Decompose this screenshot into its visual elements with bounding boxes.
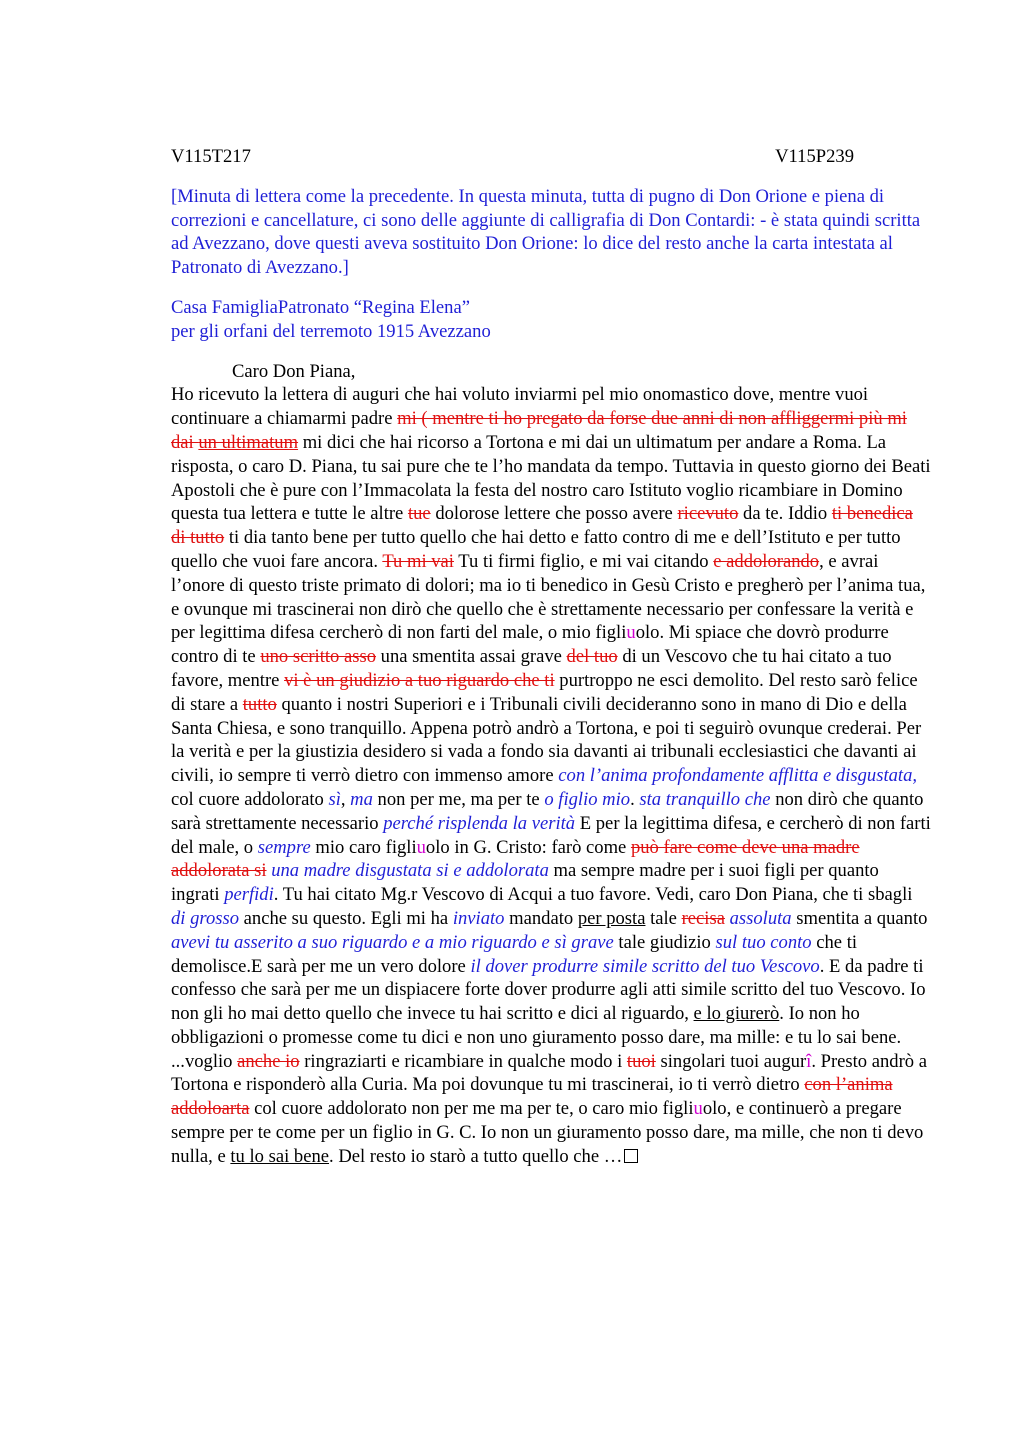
body-text-segment: mi dici che hai ricorso a Tortona e mi dai un ultimatum per andare a Roma. La risposta, o caro D. Piana, tu sai pure che te l’ho mandata da tempo. Tuttavia in questo giorno dei Beati Apostoli che è pure con l’Immacolata la festa del nostro caro Istituto voglio ricambiare in Domino questa tua lettera e tutte le altre bbox=[171, 431, 931, 525]
underlined-text: per posta bbox=[577, 907, 646, 929]
deleted-text: Tu mi vai bbox=[382, 550, 454, 572]
body-text-segment: una smentita assai grave bbox=[376, 646, 567, 668]
added-text: ma bbox=[350, 788, 373, 810]
corrected-letter: u bbox=[626, 622, 636, 644]
body-text-segment: di un Vescovo che tu hai citato a tuo favore, mentre bbox=[171, 646, 892, 691]
deleted-text: tutto bbox=[242, 693, 277, 715]
body-text-segment: purtroppo ne esci demolito. Del resto sarò felice di stare a bbox=[171, 669, 918, 715]
deleted-text: può fare come deve una madre addolorata si bbox=[171, 836, 860, 882]
body-text-segment: ma sempre madre per i suoi figli per quanto ingrati bbox=[171, 860, 879, 906]
corrected-letter: u bbox=[693, 1098, 703, 1120]
added-text: di grosso bbox=[171, 907, 240, 929]
body-text-segment: non per me, ma per te bbox=[372, 788, 545, 810]
deleted-text: tuoi bbox=[626, 1050, 656, 1072]
deleted-text: ti benedica di tutto bbox=[171, 503, 913, 549]
body-text-segment: smentita a quanto bbox=[791, 907, 928, 929]
deleted-underlined-text: un ultimatum bbox=[198, 431, 299, 453]
added-text: il dover produrre simile scritto del tuo Vescovo bbox=[470, 955, 820, 977]
deleted-text: tue bbox=[407, 503, 431, 525]
body-text-segment: , bbox=[340, 788, 351, 810]
added-text: perfidi bbox=[224, 884, 274, 906]
body-text-segment: mio caro figli bbox=[310, 836, 417, 858]
body-text-segment: dolorose lettere che posso avere bbox=[430, 503, 678, 525]
body-text-segment: da te. Iddio bbox=[738, 503, 832, 525]
deleted-text: anche io bbox=[237, 1050, 300, 1072]
body-text-segment: . Presto andrò a Tortona e risponderò alla Curia. Ma poi dovunque tu mi trascinerai, io ti verrò dietro bbox=[171, 1050, 927, 1096]
body-text-segment: mandato bbox=[504, 907, 578, 929]
body-text-segment: ti dia tanto bene per tutto quello che hai detto e fatto contro di me e dell’Istituto e per tutto quello che vuoi fare ancora. bbox=[171, 527, 901, 572]
corrected-letter: î bbox=[806, 1050, 812, 1072]
body-text-segment: anche su questo. Egli mi ha bbox=[239, 907, 453, 929]
deleted-text: recisa bbox=[681, 907, 725, 929]
body-text-segment: . E da padre ti confesso che sarà per me un dispiacere forte dover produrre agli atti simile scritto del tuo Vescovo. Io non gli ho mai detto quello che invece tu hai scritto e dici al riguardo, bbox=[171, 955, 926, 1025]
underlined-text: e lo giurerò bbox=[693, 1003, 780, 1025]
letter-body bbox=[171, 383, 931, 1168]
added-text: avevi tu asserito a suo riguardo e a mio riguardo e sì grave bbox=[171, 931, 614, 953]
body-text-segment: , e avrai l’onore di questo triste primato di dolori; ma io ti benedico in Gesù Cristo e pregherò per l’anima tua, e ovunque mi trascinerai non dirò che quello che è strettamente necessario per confessare la verità e per legittima difesa cercherò di non farti del male, o mio figli bbox=[171, 550, 926, 644]
added-text: sta tranquillo che bbox=[639, 788, 771, 810]
salutation: Caro Don Piana, bbox=[232, 360, 356, 382]
deleted-text: ricevuto bbox=[677, 503, 739, 525]
end-box-icon bbox=[624, 1149, 638, 1163]
right-reference-code: V115P239 bbox=[775, 146, 854, 167]
body-text-segment: col cuore addolorato non per me ma per te, o caro mio figli bbox=[249, 1098, 694, 1120]
deleted-text: con l’anima addoloarta bbox=[171, 1074, 893, 1120]
added-text: con l’anima profondamente afflitta e disgustata, bbox=[558, 765, 918, 787]
body-text-segment: tale bbox=[645, 907, 682, 929]
body-text-segment: tale giudizio bbox=[613, 931, 716, 953]
added-text: una madre disgustata si e addolorata bbox=[271, 860, 549, 882]
deleted-text: del tuo bbox=[566, 646, 618, 668]
added-text: sul tuo conto bbox=[715, 931, 812, 953]
body-text-segment: . Io non ho obbligazioni o promesse come tu dici e non uno giuramento posso dare, ma mille: e tu lo sai bene. ...voglio bbox=[171, 1003, 902, 1072]
body-text-segment: olo. Mi spiace che dovrò produrre contro di te bbox=[171, 622, 889, 668]
editor-note: [Minuta di lettera come la precedente. In questa minuta, tutta di pugno di Don Orione e piena di correzioni e cancellature, ci sono delle aggiunte di calligrafia di Don Contardi: - è stata quindi scritta ad Avezzano, dove questi aveva sostituito Don Orione: lo dice del resto anche la carta intestata al Patronato di Avezzano.] bbox=[171, 185, 921, 279]
body-text-segment: ringraziarti e ricambiare in qualche modo i bbox=[299, 1050, 627, 1072]
letterhead-line-2: per gli orfani del terremoto 1915 Avezzano bbox=[171, 320, 491, 342]
body-text-segment: olo, e continuerò a pregare sempre per te come per un figlio in G. C. Io non un giuramento posso dare, ma mille, che non ti devo nulla, e bbox=[171, 1098, 924, 1167]
body-text-segment: . Tu hai citato Mg.r Vescovo di Acqui a tuo favore. Vedi, caro Don Piana, che ti sbagli bbox=[273, 884, 913, 906]
added-text: inviato bbox=[452, 907, 505, 929]
body-text-segment: non dirò che quanto sarà strettamente necessario bbox=[171, 788, 924, 834]
letterhead bbox=[171, 296, 931, 344]
corrected-letter: u bbox=[416, 836, 426, 858]
deleted-text: uno scritto asso bbox=[260, 646, 377, 668]
deleted-text: e addolorando bbox=[713, 550, 820, 572]
added-text: perché risplenda la verità bbox=[383, 812, 576, 834]
body-text-segment: col cuore addolorato bbox=[171, 788, 329, 810]
body-text-segment: quanto i nostri Superiori e i Tribunali civili decideranno sono in mano di Dio e della Santa Chiesa, e sono tranquillo. Appena potrò andrò a Tortona, e poi ti seguirò ovunque crederai. Per la verità e per la giustizia desidero si vada a fondo sia davanti ai tribunali ecclesiastici che davanti ai civili, io sempre ti verrò dietro con immenso amore bbox=[171, 693, 922, 787]
body-text-segment: che ti demolisce.E sarà per me un vero dolore bbox=[171, 931, 858, 977]
body-text-segment: E per la legittima difesa, e cercherò di non farti del male, o bbox=[171, 812, 931, 858]
deleted-text: mi ( mentre ti ho pregato da forse due anni di non affliggermi più mi dai bbox=[171, 408, 907, 453]
left-reference-code: V115T217 bbox=[171, 146, 251, 167]
added-text: sempre bbox=[257, 836, 311, 858]
body-text-segment: Ho ricevuto la lettera di auguri che hai voluto inviarmi pel mio onomastico dove, mentre vuoi continuare a chiamarmi padre bbox=[171, 384, 869, 430]
body-text-segment: olo in G. Cristo: farò come bbox=[425, 836, 631, 858]
underlined-text: tu lo sai bene bbox=[230, 1145, 330, 1167]
body-text-segment: singolari tuoi augur bbox=[655, 1050, 807, 1072]
deleted-text: vi è un giudizio a tuo riguardo che ti bbox=[284, 669, 555, 691]
letterhead-line-1: Casa FamigliaPatronato “Regina Elena” bbox=[171, 296, 470, 318]
added-text: o figlio mio bbox=[544, 788, 631, 810]
body-text-segment: . bbox=[630, 788, 640, 810]
added-text: assoluta bbox=[729, 907, 792, 929]
added-text: sì bbox=[328, 788, 341, 810]
reference-header bbox=[171, 145, 854, 169]
body-text-segment: Tu ti firmi figlio, e mi vai citando bbox=[453, 550, 714, 572]
body-text-segment: . Del resto io starò a tutto quello che … bbox=[329, 1145, 623, 1167]
document-page bbox=[171, 145, 931, 1169]
